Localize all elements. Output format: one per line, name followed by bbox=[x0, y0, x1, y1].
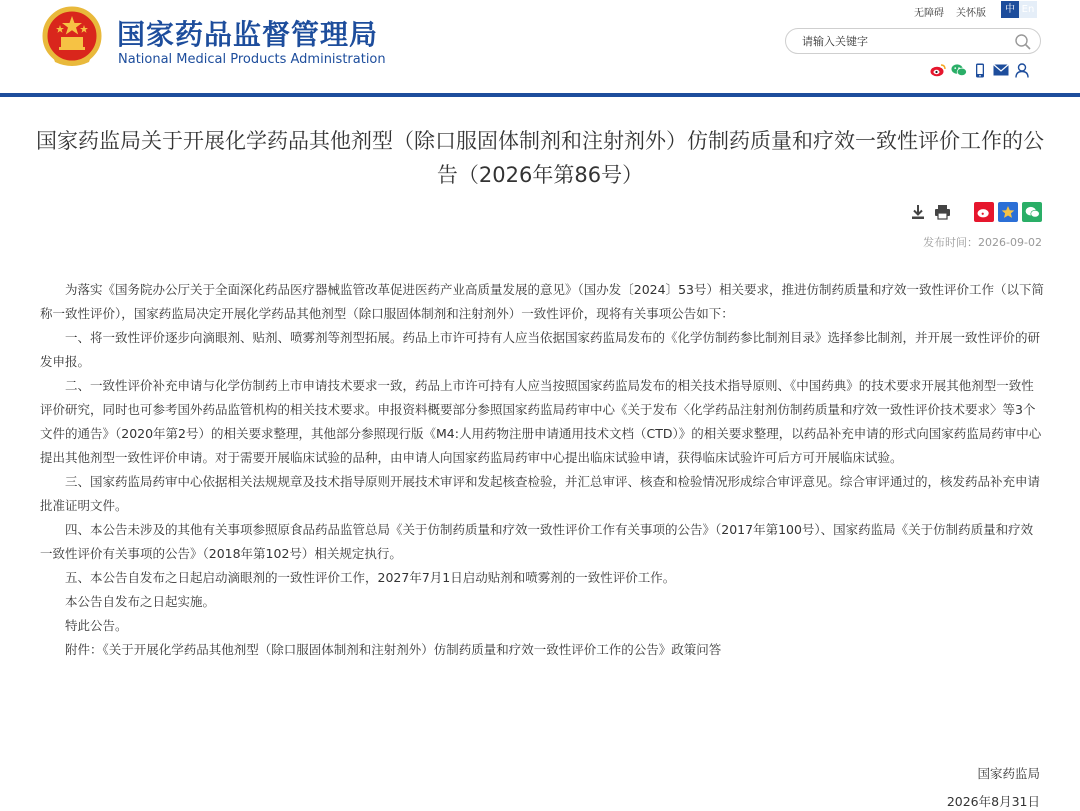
site-name-chinese[interactable]: 国家药品监督管理局 bbox=[117, 18, 379, 51]
share-weibo-icon[interactable] bbox=[974, 202, 994, 222]
paragraph-5: 五、本公告自发布之日起启动滴眼剂的一致性评价工作，2027年7月1日启动贴剂和喷雾剂的一致性评价工作。 bbox=[65, 570, 676, 585]
paragraph-intro: 为落实《国务院办公厅关于全面深化药品医疗器械监管改革促进医药产业高质量发展的意见》（国办发〔2024〕53号）相关要求，推进仿制药质量和疗效一致性评价工作（以下简称一致性评价），国家药监局决定开展化学药品其他剂型（除口服固体制剂和注射剂外）一致性评价，现将有关事项公告如下： bbox=[40, 282, 1044, 321]
paragraph-3: 三、国家药监局药审中心依据相关法规规章及技术指导原则开展技术审评和发起核查检验，并汇总审评、核查和检验情况形成综合审评意见。综合审评通过的，核发药品补充申请批准证明文件。 bbox=[40, 474, 1041, 513]
publish-date: 发布时间：2026-09-02 bbox=[923, 236, 1042, 249]
paragraph-effective: 本公告自发布之日起实施。 bbox=[65, 594, 216, 609]
article-tools bbox=[908, 202, 1042, 222]
care-mode-link[interactable]: 关怀版 bbox=[956, 8, 986, 19]
accessibility-link[interactable]: 无障碍 bbox=[914, 8, 944, 19]
search-input[interactable] bbox=[802, 31, 1002, 51]
weibo-icon[interactable] bbox=[930, 62, 946, 78]
site-header bbox=[0, 0, 1080, 96]
user-icon[interactable] bbox=[1014, 62, 1030, 78]
article-title: 国家药监局关于开展化学药品其他剂型（除口服固体制剂和注射剂外）仿制药质量和疗效一致性评价工作的公告（2026年第86号） bbox=[36, 129, 1044, 187]
article-body bbox=[40, 278, 1045, 662]
lang-chinese-button[interactable]: 中 bbox=[1001, 1, 1019, 18]
national-emblem-icon bbox=[42, 6, 102, 70]
attachment-link[interactable]: 附件：《关于开展化学药品其他剂型（除口服固体制剂和注射剂外）仿制药质量和疗效一致性评价工作的公告》政策问答 bbox=[65, 642, 722, 657]
header-divider bbox=[0, 93, 1080, 97]
social-links bbox=[930, 62, 1030, 78]
top-links bbox=[914, 4, 986, 19]
paragraph-2: 二、一致性评价补充申请与化学仿制药上市申请技术要求一致，药品上市许可持有人应当按照国家药监局发布的相关技术指导原则、《中国药典》的技术要求开展其他剂型一致性评价研究，同时也可参考国外药品监管机构的相关技术要求。申报资料概要部分参照国家药监局药审中心《关于发布〈化学药品注射剂仿制药质量和疗效一致性评价技术要求〉等3个文件的通告》（2020年第2号）的相关要求整理，其他部分参照现行版《M4:人用药物注册申请通用技术文档（CTD）》的相关要求整理，以药品补充申请的形式向国家药监局药审中心提出其他剂型一致性评价申请。对于需要开展临床试验的品种，由申请人向国家药监局药审中心提出临床试验申请，获得临床试验许可后方可开展临床试验。 bbox=[40, 378, 1042, 465]
search-icon[interactable] bbox=[1014, 33, 1032, 51]
mobile-icon[interactable] bbox=[972, 62, 988, 78]
paragraph-notice: 特此公告。 bbox=[65, 618, 128, 633]
lang-english-button[interactable]: En bbox=[1019, 1, 1037, 18]
paragraph-4: 四、本公告未涉及的其他有关事项参照原食品药品监管总局《关于仿制药质量和疗效一致性评价工作有关事项的公告》（2017年第100号）、国家药监局《关于仿制药质量和疗效一致性评价有关事项的公告》（2018年第102号）相关规定执行。 bbox=[40, 522, 1034, 561]
share-wechat-icon[interactable] bbox=[1022, 202, 1042, 222]
wechat-icon[interactable] bbox=[951, 62, 967, 78]
site-name-english[interactable]: National Medical Products Administration bbox=[118, 52, 386, 67]
signature-date: 2026年8月31日 bbox=[946, 794, 1040, 809]
paragraph-1: 一、将一致性评价逐步向滴眼剂、贴剂、喷雾剂等剂型拓展。药品上市许可持有人应当依据国家药监局发布的《化学仿制药参比制剂目录》选择参比制剂，并开展一致性评价的研发申报。 bbox=[40, 330, 1041, 369]
language-switch bbox=[1001, 1, 1037, 18]
mail-icon[interactable] bbox=[993, 62, 1009, 78]
search-box bbox=[785, 28, 1041, 54]
print-icon[interactable] bbox=[932, 202, 952, 222]
download-icon[interactable] bbox=[908, 202, 928, 222]
share-favorite-icon[interactable] bbox=[998, 202, 1018, 222]
signature-organization: 国家药监局 bbox=[977, 766, 1040, 781]
